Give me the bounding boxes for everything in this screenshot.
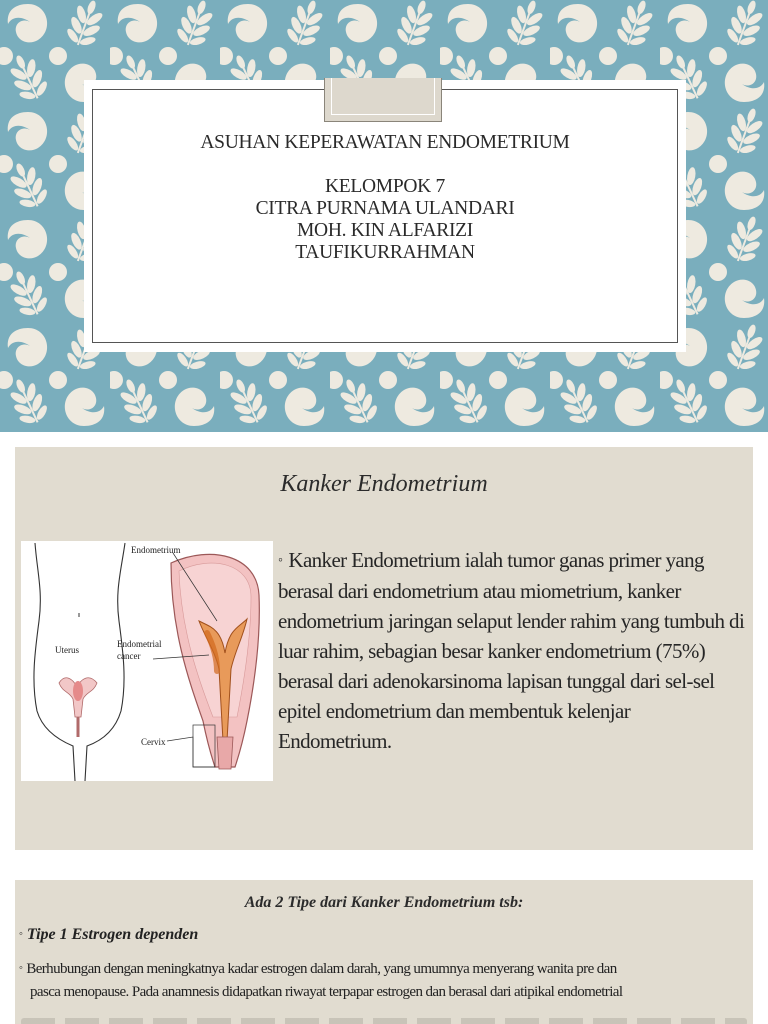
member-name: CITRA PURNAMA ULANDARI — [255, 198, 515, 219]
bullet-marker: ◦ — [19, 928, 23, 940]
group-name: KELOMPOK 7 — [325, 176, 445, 197]
uterus-diagram — [21, 541, 273, 781]
type1-label: Tipe 1 Estrogen dependen — [26, 926, 199, 943]
definition-paragraph — [278, 545, 748, 756]
type1-description-line1: Berhubungan dengan meningkatnya kadar estrogen dalam darah, yang umumnya menyerang wanita pre dan — [26, 961, 617, 977]
label-endometrium: Endometrium — [131, 545, 181, 555]
label-cervix: Cervix — [141, 737, 166, 747]
label-cancer: cancer — [117, 651, 141, 661]
type1-description-line2: pasca menopause. Pada anamnesis didapatkan riwayat terpapar estrogen dan berasal dari atipikal endometrial — [30, 984, 623, 1000]
cervix-region — [217, 737, 233, 769]
body-outline-left — [34, 543, 75, 781]
presentation-title: ASUHAN KEPERAWATAN ENDOMETRIUM — [200, 132, 570, 153]
definition-slide — [15, 447, 753, 850]
small-uterus-cavity — [73, 681, 83, 701]
type1-description — [19, 957, 753, 1004]
member-name: TAUFIKURRAHMAN — [295, 242, 475, 263]
definition-text: Kanker Endometrium ialah tumor ganas primer yang berasal dari endometrium atau miometrium, kanker endometrium jaringan selaput lender rahim yang tumbuh di luar rahim, sebagian besar kanker endometrium (75%) berasal dari adenokarsinoma lapisan tunggal dari sel-sel epitel endometrium dan membentuk kelenjar Endometrium. — [278, 548, 745, 753]
member-name: MOH. KIN ALFARIZI — [297, 220, 473, 241]
title-card-tab — [324, 78, 442, 122]
slide-heading: Kanker Endometrium — [280, 471, 488, 497]
title-card — [84, 80, 686, 352]
uterus-illustration — [21, 541, 273, 781]
bullet-marker: ◦ — [19, 962, 23, 974]
label-uterus: Uterus — [55, 645, 79, 655]
title-block — [84, 132, 686, 264]
slide-heading: Ada 2 Tipe dari Kanker Endometrium tsb: — [244, 894, 524, 911]
cut-off-text-line — [21, 1018, 747, 1024]
title-slide — [0, 0, 768, 432]
bullet-marker: ◦ — [278, 553, 283, 568]
body-outline-right — [85, 543, 125, 781]
type1-heading — [19, 926, 198, 944]
label-endometrial: Endometrial — [117, 639, 162, 649]
types-slide — [15, 880, 753, 1024]
